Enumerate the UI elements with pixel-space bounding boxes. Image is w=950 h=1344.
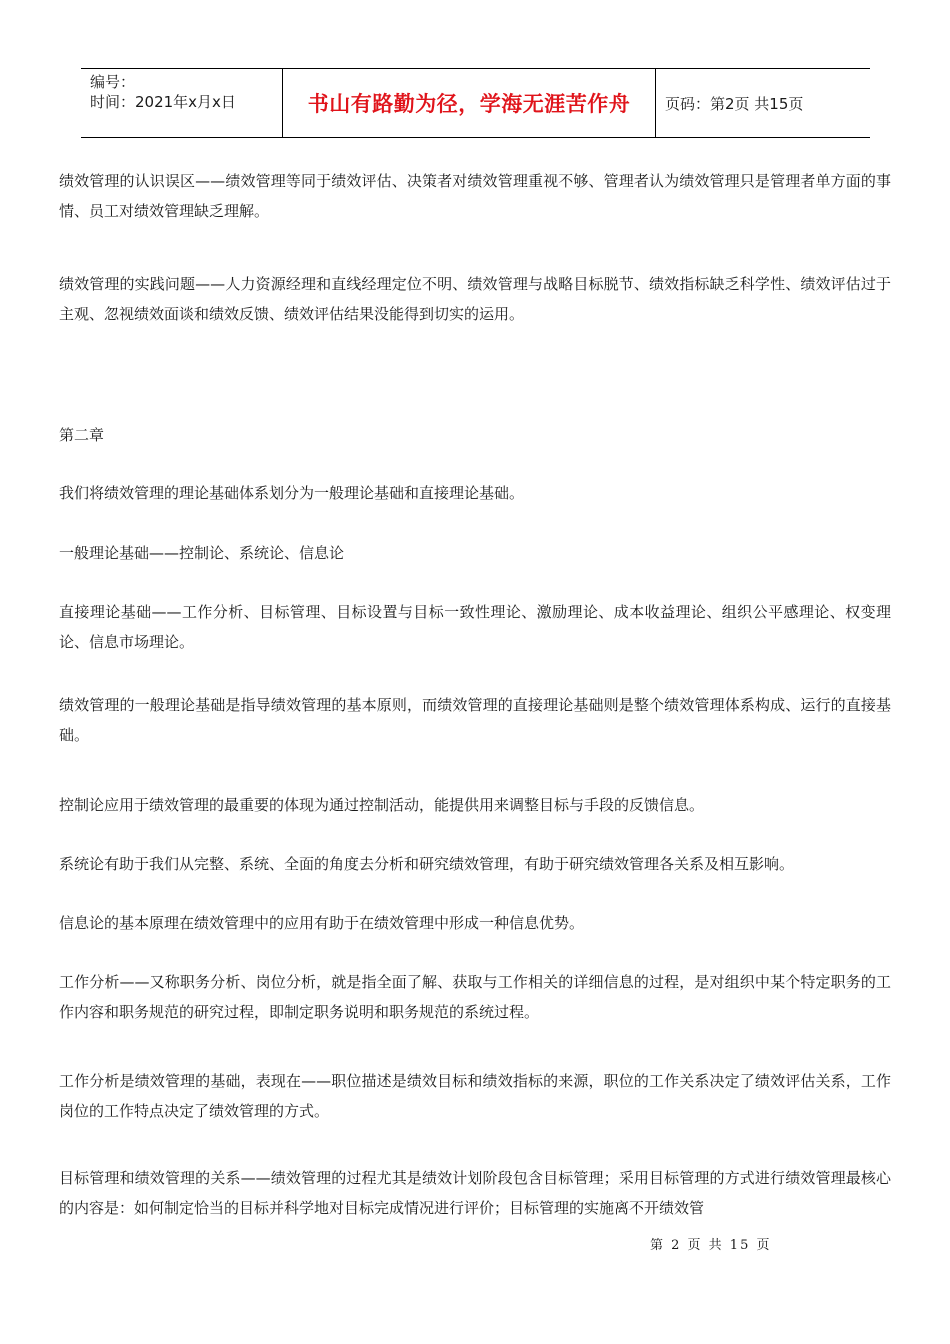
paragraph-12: 目标管理和绩效管理的关系——绩效管理的过程尤其是绩效计划阶段包含目标管理；采用目标管理的方式进行绩效管理最核心的内容是：如何制定恰当的目标并科学地对目标完成情况进行评价；目标管理的实施离不开绩效管 [59, 1169, 891, 1217]
paragraph-10: 工作分析——又称职务分析、岗位分析，就是指全面了解、获取与工作相关的详细信息的过程，是对组织中某个特定职务的工作内容和职务规范的研究过程，即制定职务说明和职务规范的系统过程。 [59, 973, 891, 1021]
document-time-label: 时间：2021年x月x日 [90, 93, 236, 111]
page-header [81, 68, 870, 138]
page-footer: 第 2 页 共 15 页 [650, 1238, 772, 1253]
paragraph-5: 直接理论基础——工作分析、目标管理、目标设置与目标一致性理论、激励理论、成本收益理论、组织公平感理论、权变理论、信息市场理论。 [59, 603, 891, 651]
paragraph-8: 系统论有助于我们从完整、系统、全面的角度去分析和研究绩效管理，有助于研究绩效管理各关系及相互影响。 [59, 855, 795, 873]
header-motto: 书山有路勤为径，学海无涯苦作舟 [283, 69, 656, 137]
header-page-label: 页码：第2页 共15页 [665, 94, 804, 113]
paragraph-6: 绩效管理的一般理论基础是指导绩效管理的基本原则，而绩效管理的直接理论基础则是整个绩效管理体系构成、运行的直接基础。 [59, 696, 891, 744]
paragraph-9: 信息论的基本原理在绩效管理中的应用有助于在绩效管理中形成一种信息优势。 [59, 914, 585, 932]
paragraph-11: 工作分析是绩效管理的基础，表现在——职位描述是绩效目标和绩效指标的来源，职位的工作关系决定了绩效评估关系，工作岗位的工作特点决定了绩效管理的方式。 [59, 1072, 891, 1120]
header-meta [81, 69, 283, 137]
chapter-heading: 第二章 [59, 426, 105, 444]
paragraph-1: 绩效管理的认识误区——绩效管理等同于绩效评估、决策者对绩效管理重视不够、管理者认为绩效管理只是管理者单方面的事情、员工对绩效管理缺乏理解。 [59, 172, 891, 220]
document-number-label: 编号： [90, 73, 136, 91]
paragraph-3: 我们将绩效管理的理论基础体系划分为一般理论基础和直接理论基础。 [59, 484, 525, 502]
paragraph-2: 绩效管理的实践问题——人力资源经理和直线经理定位不明、绩效管理与战略目标脱节、绩效指标缺乏科学性、绩效评估过于主观、忽视绩效面谈和绩效反馈、绩效评估结果没能得到切实的运用。 [59, 275, 891, 323]
paragraph-7: 控制论应用于绩效管理的最重要的体现为通过控制活动，能提供用来调整目标与手段的反馈信息。 [59, 796, 705, 814]
paragraph-4: 一般理论基础——控制论、系统论、信息论 [59, 544, 345, 562]
